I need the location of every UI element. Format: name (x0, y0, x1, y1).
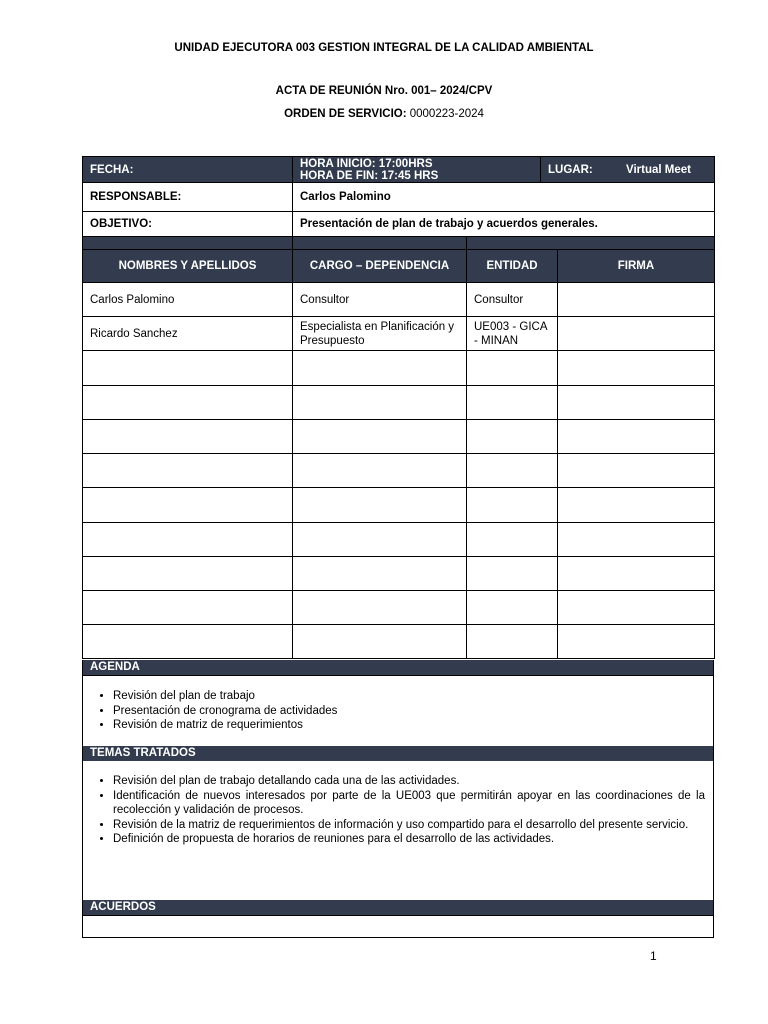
entidad-cell: UE003 - GICA - MINAN (467, 317, 558, 351)
empty-row (83, 557, 715, 591)
firma-cell (558, 283, 715, 317)
lugar-label: LUGAR: (548, 163, 593, 176)
orden-servicio (0, 108, 768, 120)
acta-title: ACTA DE REUNIÓN Nro. 001– 2024/CPV (275, 85, 493, 97)
hora-fin: HORA DE FIN: 17:45 HRS (300, 169, 439, 182)
empty-row (83, 454, 715, 488)
temas-list (83, 774, 713, 847)
list-item: • Revisión de matriz de requerimientos (113, 718, 705, 733)
orden-value: 0000223-2024 (409, 108, 484, 120)
orden-label: ORDEN DE SERVICIO: (284, 108, 407, 120)
spacer-cell (293, 237, 467, 250)
agenda-body (82, 675, 714, 746)
cargo-cell: Consultor (293, 283, 467, 317)
list-item: • Definición de propuesta de horarios de reuniones para el desarrollo de las actividades. (113, 832, 705, 847)
meta-table (82, 156, 714, 237)
empty-row (83, 386, 715, 420)
temas-body (82, 761, 714, 900)
nombre-cell: Ricardo Sanchez (83, 317, 293, 351)
empty-row (83, 591, 715, 625)
table-row (83, 283, 715, 317)
responsable-value: Carlos Palomino (293, 183, 715, 212)
acuerdos-section (82, 900, 714, 938)
header-firma: FIRMA (558, 250, 715, 283)
page-number: 1 (650, 949, 657, 963)
cargo-cell: Especialista en Planificación y Presupuesto (293, 317, 467, 351)
empty-row (83, 523, 715, 557)
list-item: • Identificación de nuevos interesados por parte de la UE003 que permitirán apoyar en las coordinaciones de la recolección y validación de procesos. (113, 789, 705, 818)
agenda-title: AGENDA (82, 660, 714, 675)
spacer-cell (467, 237, 715, 250)
fecha-label: FECHA: (83, 157, 293, 183)
header-cargo: CARGO – DEPENDENCIA (293, 250, 467, 283)
hora-inicio: HORA INICIO: 17:00HRS (300, 157, 433, 170)
list-item: • Presentación de cronograma de actividades (113, 704, 705, 719)
lugar-cell (541, 157, 715, 183)
list-item: • Revisión del plan de trabajo (113, 689, 705, 704)
hora-cell (293, 157, 541, 183)
temas-title: TEMAS TRATADOS (82, 746, 714, 761)
objetivo-value: Presentación de plan de trabajo y acuerdos generales. (293, 212, 715, 237)
empty-row (83, 488, 715, 523)
entidad-cell: Consultor (467, 283, 558, 317)
table-row (83, 317, 715, 351)
objetivo-label: OBJETIVO: (83, 212, 293, 237)
list-item: • Revisión del plan de trabajo detallando cada una de las actividades. (113, 774, 705, 789)
unit-title: UNIDAD EJECUTORA 003 GESTION INTEGRAL DE LA CALIDAD AMBIENTAL (174, 42, 594, 54)
header-entidad: ENTIDAD (467, 250, 558, 283)
header-nombres: NOMBRES Y APELLIDOS (83, 250, 293, 283)
responsable-label: RESPONSABLE: (83, 183, 293, 212)
acuerdos-title: ACUERDOS (82, 900, 714, 915)
temas-section (82, 746, 714, 900)
empty-row (83, 351, 715, 386)
attendees-table (82, 236, 714, 659)
agenda-section (82, 660, 714, 746)
empty-row (83, 625, 715, 659)
empty-row (83, 420, 715, 454)
spacer-cell (83, 237, 293, 250)
list-item: • Revisión de la matriz de requerimientos de información y uso compartido para el desarrollo del presente servicio. (113, 818, 705, 833)
agenda-list (83, 689, 713, 733)
lugar-value: Virtual Meet (626, 163, 691, 176)
firma-cell (558, 317, 715, 351)
acuerdos-body (82, 915, 714, 938)
nombre-cell: Carlos Palomino (83, 283, 293, 317)
